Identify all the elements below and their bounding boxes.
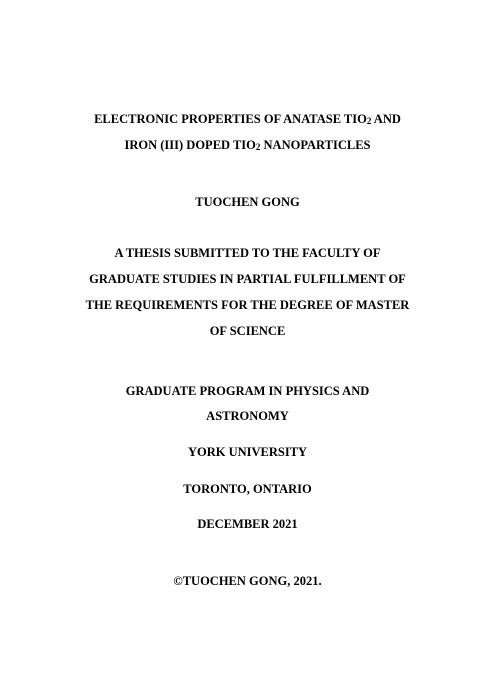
program-line-2: ASTRONOMY bbox=[206, 409, 289, 423]
thesis-title-line-1-prefix: ELECTRONIC PROPERTIES OF ANATASE TIO bbox=[94, 112, 367, 126]
thesis-title-line-2 bbox=[0, 137, 495, 155]
thesis-statement-line-3: THE REQUIREMENTS FOR THE DEGREE OF MASTER bbox=[85, 298, 410, 312]
thesis-title-line-2-subscript: 2 bbox=[255, 142, 261, 152]
thesis-title-line-2-prefix: IRON (III) DOPED TIO bbox=[124, 138, 256, 152]
thesis-title-line-1-subscript: 2 bbox=[366, 116, 372, 126]
thesis-statement-line-1: A THESIS SUBMITTED TO THE FACULTY OF bbox=[114, 246, 381, 260]
thesis-title-line-1-suffix: AND bbox=[371, 112, 401, 126]
location: TORONTO, ONTARIO bbox=[183, 482, 312, 496]
date: DECEMBER 2021 bbox=[197, 517, 298, 531]
thesis-title-line-2-suffix: NANOPARTICLES bbox=[260, 138, 371, 152]
thesis-title-line-1 bbox=[0, 111, 495, 129]
program-line-1: GRADUATE PROGRAM IN PHYSICS AND bbox=[125, 384, 370, 398]
university-name: YORK UNIVERSITY bbox=[187, 445, 308, 459]
thesis-statement-line-4: OF SCIENCE bbox=[209, 324, 286, 338]
author-name: TUOCHEN GONG bbox=[195, 195, 300, 209]
copyright-notice: ©TUOCHEN GONG, 2021. bbox=[173, 574, 322, 588]
thesis-statement-line-2: GRADUATE STUDIES IN PARTIAL FULFILLMENT OF bbox=[89, 272, 406, 286]
